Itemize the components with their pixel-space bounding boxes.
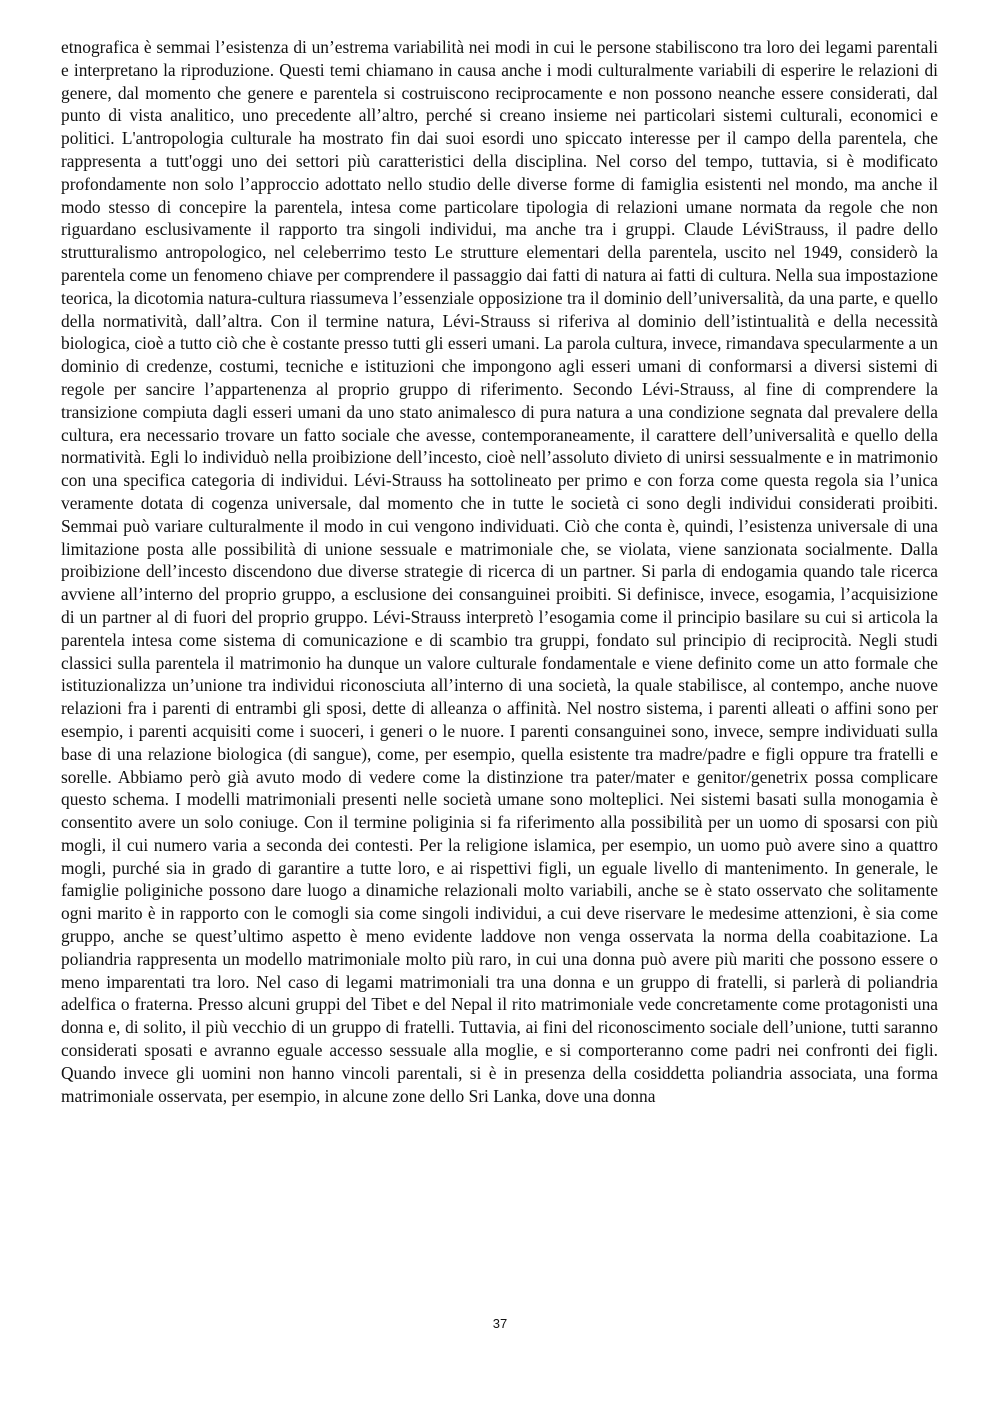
- page-body: [61, 36, 938, 1107]
- page-number: 37: [492, 1316, 508, 1331]
- body-paragraph: etnografica è semmai l’esistenza di un’estrema variabilità nei modi in cui le persone stabiliscono tra loro dei legami parentali e interpretano la riproduzione. Questi temi chiamano in causa anche i modi culturalmente variabili di esperire le relazioni di genere, dal momento che genere e parentela si costruiscono reciprocamente e non possono neanche essere considerati, dal punto di vista analitico, uno precedente all’altro, perché si creano insieme nei particolari sistemi culturali, economici e politici. L'antropologia culturale ha mostrato fin dai suoi esordi uno spiccato interesse per il campo della parentela, che rappresenta a tutt'oggi uno dei settori più caratteristici della disciplina. Nel corso del tempo, tuttavia, si è modificato profondamente non solo l’approccio adottato nello studio delle diverse forme di famiglia esistenti nel mondo, ma anche il modo stesso di concepire la parentela, intesa come particolare tipologia di relazioni umane normata da regole che non riguardano esclusivamente il rapporto tra singoli individui, ma anche tra i gruppi. Claude LéviStrauss, il padre dello strutturalismo antropologico, nel celeberrimo testo Le strutture elementari della parentela, uscito nel 1949, considerò la parentela come un fenomeno chiave per comprendere il passaggio dai fatti di natura ai fatti di cultura. Nella sua impostazione teorica, la dicotomia natura-cultura riassumeva l’essenziale opposizione tra il dominio dell’universalità, da una parte, e quello della normatività, dall’altra. Con il termine natura, Lévi-Strauss si riferiva al dominio dell’istintualità e della necessità biologica, cioè a tutto ciò che è costante presso tutti gli esseri umani. La parola cultura, invece, rimandava specularmente a un dominio di credenze, costumi, tecniche e istituzioni che impongono agli esseri umani di conformarsi a diversi sistemi di regole per sancire l’appartenenza al proprio gruppo di riferimento. Secondo Lévi-Strauss, al fine di comprendere la transizione compiuta dagli esseri umani da uno stato animalesco di pura natura a una condizione segnata dal prevalere della cultura, era necessario trovare un fatto sociale che avesse, contemporaneamente, il carattere dell’universalità e quello della normatività. Egli lo individuò nella proibizione dell’incesto, cioè nell’assoluto divieto di unirsi sessualmente e in matrimonio con una specifica categoria di individui. Lévi-Strauss ha sottolineato per primo e con forza come questa regola sia l’unica veramente dotata di cogenza universale, dal momento che in tutte le società ci sono degli individui considerati proibiti. Semmai può variare culturalmente il modo in cui vengono individuati. Ciò che conta è, quindi, l’esistenza universale di una limitazione posta alle possibilità di unione sessuale e matrimoniale che, se violata, viene sanzionata socialmente. Dalla proibizione dell’incesto discendono due diverse strategie di ricerca di un partner. Si parla di endogamia quando tale ricerca avviene all’interno del proprio gruppo, a esclusione dei consanguinei proibiti. Si definisce, invece, esogamia, l’acquisizione di un partner al di fuori del proprio gruppo. Lévi-Strauss interpretò l’esogamia come il principio basilare su cui si articola la parentela intesa come sistema di comunicazione e di scambio tra gruppi, fondato sul principio di reciprocità. Negli studi classici sulla parentela il matrimonio ha dunque un valore culturale fondamentale e viene definito come un atto formale che istituzionalizza un’unione tra individui riconosciuta all’interno di una società, la quale stabilisce, al contempo, anche nuove relazioni fra i parenti di entrambi gli sposi, dette di alleanza o affinità. Nel nostro sistema, i parenti alleati o affini sono per esempio, i parenti acquisiti come i suoceri, i generi o le nuore. I parenti consanguinei sono, invece, sempre individuati sulla base di una relazione biologica (di sangue), come, per esempio, quella esistente tra madre/padre e figli oppure tra fratelli e sorelle. Abbiamo però già avuto modo di vedere come la distinzione tra pater/mater e genitor/genetrix possa complicare questo schema. I modelli matrimoniali presenti nelle società umane sono molteplici. Nei sistemi basati sulla monogamia è consentito avere un solo coniuge. Con il termine poliginia si fa riferimento alla possibilità per un uomo di sposarsi con più mogli, il cui numero varia a seconda dei contesti. Per la religione islamica, per esempio, un uomo può avere sino a quattro mogli, purché sia in grado di garantire a tutte loro, e ai rispettivi figli, un eguale livello di mantenimento. In generale, le famiglie poliginiche possono dare luogo a dinamiche relazionali molto variabili, anche se è stato osservato che solitamente ogni marito è in rapporto con le comogli sia come singoli individui, a cui deve riservare le medesime attenzioni, è sia come gruppo, anche se quest’ultimo aspetto è meno evidente laddove non venga osservata la norma della coabitazione. La poliandria rappresenta un modello matrimoniale molto più raro, in cui una donna può avere più mariti che possono essere o meno imparentati tra loro. Nel caso di legami matrimoniali tra una donna e un gruppo di fratelli, si parlerà di poliandria adelfica o fraterna. Presso alcuni gruppi del Tibet e del Nepal il rito matrimoniale vede concretamente come protagonisti una donna e, di solito, il più vecchio di un gruppo di fratelli. Tuttavia, ai fini del riconoscimento sociale dell’unione, tutti saranno considerati sposati e avranno eguale accesso sessuale alla moglie, e si comporteranno come padri nei confronti dei figli. Quando invece gli uomini non hanno vincoli parentali, si è in presenza della cosiddetta poliandria associata, una forma matrimoniale osservata, per esempio, in alcune zone dello Sri Lanka, dove una donna: [61, 37, 938, 1106]
